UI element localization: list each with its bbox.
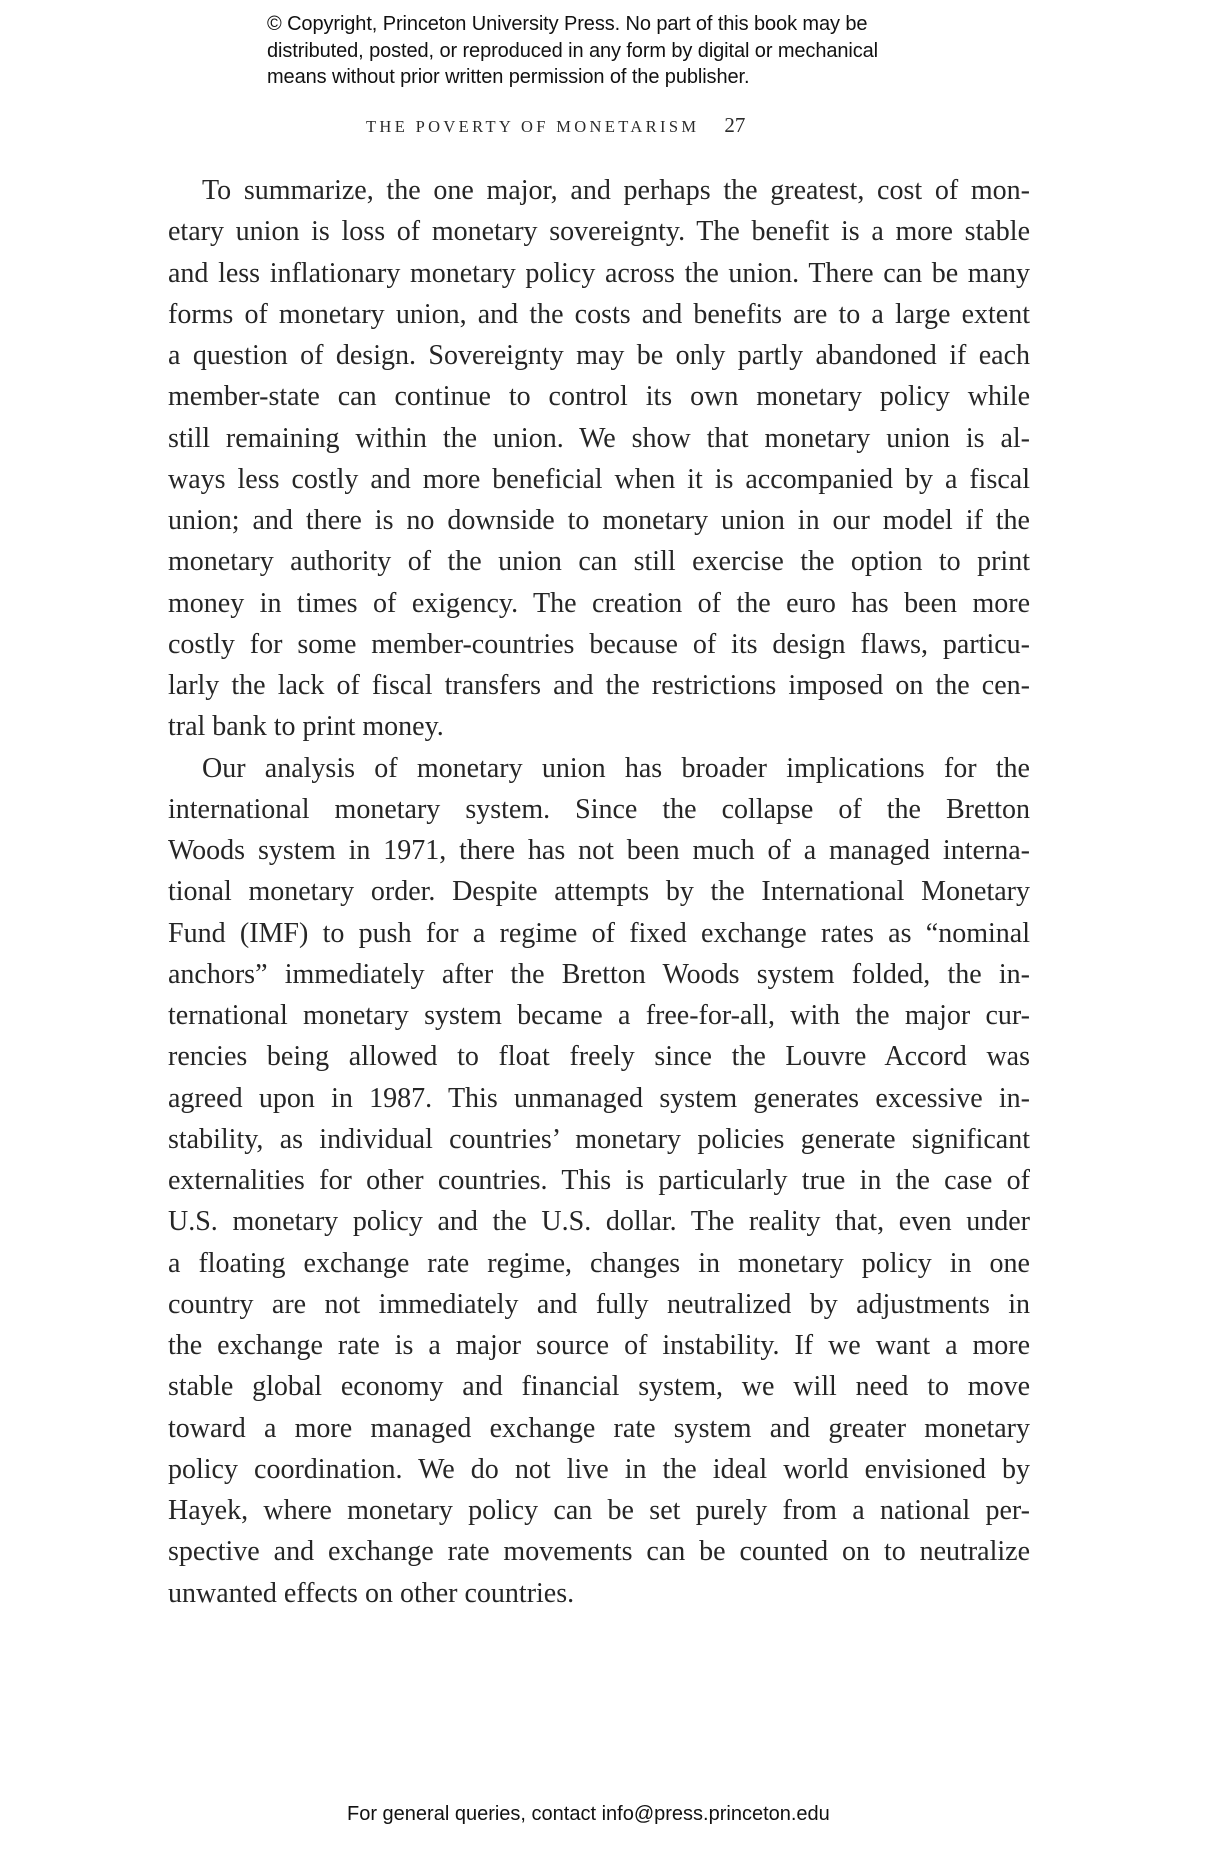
text-line: U.S. monetary policy and the U.S. dollar. The reality that, even under <box>168 1206 1030 1238</box>
text-line: unwanted effects on other countries. <box>168 1577 575 1609</box>
text-line: union; and there is no downside to monetary union in our model if the <box>168 505 1030 536</box>
text-line: Our analysis of monetary union has broader implications for the <box>202 752 1030 784</box>
copyright-line: © Copyright, Princeton University Press. No part of this book may be <box>267 13 868 35</box>
text-line: tional monetary order. Despite attempts by the International Monetary <box>168 876 1030 908</box>
chapter-title: THE POVERTY OF MONETARISM <box>366 117 700 136</box>
text-line: and less inflationary monetary policy across the union. There can be many <box>168 257 1030 289</box>
text-line: policy coordination. We do not live in the ideal world envisioned by <box>168 1453 1030 1485</box>
text-line: costly for some member-countries because of its design flaws, particu- <box>168 628 1030 660</box>
text-line: monetary authority of the union can still exercise the option to print <box>168 546 1030 578</box>
text-line: rencies being allowed to float freely since the Louvre Accord was <box>168 1041 1030 1073</box>
text-line: Fund (IMF) to push for a regime of fixed exchange rates as “nominal <box>168 917 1030 949</box>
text-line: stable global economy and financial system, we will need to move <box>168 1371 1030 1403</box>
body-text <box>168 170 1030 1614</box>
text-line: etary union is loss of monetary sovereignty. The benefit is a more stable <box>168 216 1030 248</box>
text-line: Woods system in 1971, there has not been much of a managed interna- <box>168 835 1030 866</box>
text-line: stability, as individual countries’ monetary policies generate significant <box>168 1123 1030 1155</box>
running-head <box>366 113 745 137</box>
text-line: member-state can continue to control its own monetary policy while <box>168 381 1030 413</box>
paragraph-2 <box>168 748 1030 1614</box>
copyright-line: distributed, posted, or reproduced in any form by digital or mechanical <box>267 39 879 62</box>
text-line: Hayek, where monetary policy can be set purely from a national per- <box>168 1495 1030 1526</box>
text-line: toward a more managed exchange rate system and greater monetary <box>168 1412 1030 1444</box>
copyright-line: means without prior written permission of the publisher. <box>267 66 750 88</box>
text-line: larly the lack of fiscal transfers and the restrictions imposed on the cen- <box>168 670 1030 701</box>
text-line: tral bank to print money. <box>168 711 444 743</box>
text-line: To summarize, the one major, and perhaps the greatest, cost of mon- <box>202 175 1030 206</box>
text-line: country are not immediately and fully neutralized by adjustments in <box>168 1288 1030 1320</box>
text-line: spective and exchange rate movements can be counted on to neutralize <box>168 1536 1030 1568</box>
text-line: international monetary system. Since the collapse of the Bretton <box>168 793 1030 825</box>
text-line: forms of monetary union, and the costs and benefits are to a large extent <box>168 298 1030 330</box>
page-number: 27 <box>724 113 746 137</box>
text-line: money in times of exigency. The creation of the euro has been more <box>168 587 1030 619</box>
text-line: anchors” immediately after the Bretton Woods system folded, the in- <box>168 958 1030 990</box>
text-line: ways less costly and more beneficial when it is accompanied by a fiscal <box>168 463 1030 495</box>
text-line: a question of design. Sovereignty may be only partly abandoned if each <box>168 340 1030 371</box>
text-line: a floating exchange rate regime, changes in monetary policy in one <box>168 1247 1030 1279</box>
paragraph-1 <box>168 170 1030 748</box>
text-line: externalities for other countries. This is particularly true in the case of <box>168 1165 1030 1196</box>
text-line: ternational monetary system became a free-for-all, with the major cur- <box>168 1000 1030 1031</box>
text-line: the exchange rate is a major source of instability. If we want a more <box>168 1330 1030 1361</box>
text-line: still remaining within the union. We show that monetary union is al- <box>168 422 1030 454</box>
footer-contact: For general queries, contact info@press.princeton.edu <box>347 1803 830 1825</box>
text-line: agreed upon in 1987. This unmanaged system generates excessive in- <box>168 1082 1030 1114</box>
copyright-notice <box>267 11 987 91</box>
